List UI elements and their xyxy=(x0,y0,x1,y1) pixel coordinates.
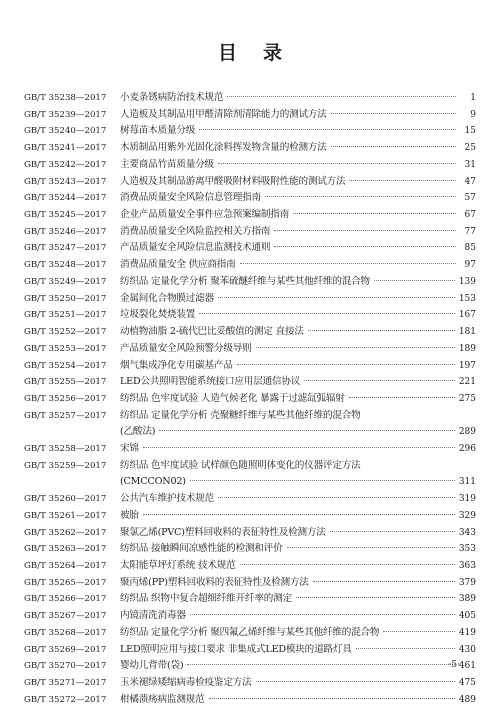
entry-page-number: 1 xyxy=(470,93,476,103)
table-of-contents xyxy=(24,90,476,709)
entry-title: 纺织品 织物中复合超细纤维开纤率的测定 xyxy=(120,593,292,605)
dot-leader xyxy=(143,446,455,448)
entry-title-cell xyxy=(120,174,476,191)
entry-title: 玉米褪绿矮缩病毒检疫鉴定方法 xyxy=(120,677,252,689)
standard-code: GB/T 35253—2017 xyxy=(24,343,107,354)
dot-leader xyxy=(218,296,455,298)
toc-entry[interactable] xyxy=(24,140,476,157)
entry-title: 婴幼儿背带(袋) xyxy=(120,660,184,672)
standard-code: GB/T 35256—2017 xyxy=(24,393,107,404)
standard-code: GB/T 35240—2017 xyxy=(24,126,107,137)
dot-leader xyxy=(293,212,456,214)
entry-page-number: 461 xyxy=(458,661,476,672)
standard-code: GB/T 35258—2017 xyxy=(24,444,107,455)
standard-code: GB/T 35244—2017 xyxy=(24,193,107,204)
toc-entry[interactable] xyxy=(24,491,476,508)
toc-entry[interactable] xyxy=(24,508,476,525)
dot-leader xyxy=(199,128,456,130)
entry-title-cell xyxy=(120,575,476,592)
entry-title: 垃圾裂化焚烧装置 xyxy=(120,309,196,321)
dot-leader xyxy=(274,229,456,231)
entry-title: 企业产品质量安全事件应急预案编制指南 xyxy=(120,209,290,221)
standard-code: GB/T 35270—2017 xyxy=(24,661,107,672)
dot-leader xyxy=(356,647,455,649)
dot-leader xyxy=(218,496,455,498)
dot-leader xyxy=(313,580,455,582)
toc-entry[interactable] xyxy=(24,558,476,575)
entry-title-continued: (CMCCON02) xyxy=(120,476,186,488)
standard-code: GB/T 35263—2017 xyxy=(24,544,107,555)
standard-code: GB/T 35243—2017 xyxy=(24,176,107,187)
dot-leader xyxy=(237,363,455,365)
standard-code: GB/T 35257—2017 xyxy=(24,410,107,421)
entry-title-cell xyxy=(120,491,476,508)
entry-title: 宋锦 xyxy=(120,443,139,455)
entry-title: 小麦条锈病防治技术规范 xyxy=(120,92,224,103)
entry-title: 树莓苗木质量分级 xyxy=(120,125,196,137)
standard-code: GB/T 35255—2017 xyxy=(24,377,107,388)
toc-entry[interactable] xyxy=(24,123,476,140)
entry-title: 内镜清洗消毒器 xyxy=(120,610,186,622)
entry-title-cell xyxy=(120,408,476,441)
dot-leader xyxy=(143,513,455,515)
entry-page-number: 197 xyxy=(458,360,476,371)
standard-code: GB/T 35261—2017 xyxy=(24,510,107,521)
dot-leader xyxy=(349,396,455,398)
standard-code: GB/T 35252—2017 xyxy=(24,327,107,338)
toc-entry[interactable] xyxy=(24,625,476,642)
entry-title-cell xyxy=(120,341,476,358)
toc-entry[interactable] xyxy=(24,391,476,408)
entry-page-number: 189 xyxy=(458,343,476,354)
entry-page-number: 489 xyxy=(458,694,476,705)
standard-code: GB/T 35264—2017 xyxy=(24,561,107,572)
entry-title: 柑橘溃疡病监测规范 xyxy=(120,693,205,705)
toc-entry[interactable] xyxy=(24,692,476,709)
dot-leader xyxy=(187,663,454,665)
toc-entry[interactable] xyxy=(24,458,476,491)
dot-leader xyxy=(240,262,456,264)
entry-title-cell xyxy=(120,692,476,709)
standard-code: GB/T 35246—2017 xyxy=(24,226,107,237)
standard-code: GB/T 35265—2017 xyxy=(24,577,107,588)
toc-entry[interactable] xyxy=(24,224,476,241)
entry-title-cell xyxy=(120,257,476,274)
entry-title-cell xyxy=(120,140,476,157)
toc-entry[interactable] xyxy=(24,642,476,659)
entry-page-number: 221 xyxy=(458,377,476,388)
entry-page-number: 47 xyxy=(464,176,476,187)
entry-title-cell xyxy=(120,525,476,542)
standard-code: GB/T 35250—2017 xyxy=(24,293,107,304)
entry-page-number: 97 xyxy=(464,260,476,271)
toc-entry[interactable] xyxy=(24,575,476,592)
entry-page-number: 25 xyxy=(464,143,476,154)
entry-title-cell xyxy=(120,190,476,207)
entry-page-number: 289 xyxy=(458,427,476,438)
entry-title-cell xyxy=(120,458,476,491)
entry-page-number: 275 xyxy=(458,393,476,404)
entry-title-cell xyxy=(120,591,476,608)
entry-page-number: 85 xyxy=(464,243,476,254)
entry-title-cell xyxy=(120,658,476,675)
toc-entry[interactable] xyxy=(24,190,476,207)
entry-page-number: 153 xyxy=(458,293,476,304)
entry-title-cell xyxy=(120,240,476,257)
entry-page-number: 475 xyxy=(458,678,476,689)
entry-title-cell xyxy=(120,508,476,525)
entry-title-continued: (乙酸法) xyxy=(120,426,156,438)
entry-title: 人造板及其制品游离甲醛吸附材料吸附性能的测试方法 xyxy=(120,175,346,187)
toc-entry[interactable] xyxy=(24,307,476,324)
toc-entry[interactable] xyxy=(24,591,476,608)
entry-title: 聚氯乙烯(PVC)塑料回收料的表征特性及检测方法 xyxy=(120,526,326,538)
entry-title-cell xyxy=(120,157,476,174)
dot-leader xyxy=(256,680,455,682)
toc-entry[interactable] xyxy=(24,541,476,558)
standard-code: GB/T 35266—2017 xyxy=(24,594,107,605)
toc-entry[interactable] xyxy=(24,90,476,107)
toc-entry[interactable] xyxy=(24,291,476,308)
toc-entry[interactable] xyxy=(24,107,476,124)
entry-title: 木质制品用紫外光固化涂料挥发物含量的检测方法 xyxy=(120,142,327,154)
entry-title-cell xyxy=(120,642,476,659)
entry-title: 纺织品 定量化学分析 聚苯硫醚纤维与某些其他纤维的混合物 xyxy=(120,275,370,287)
entry-title-cell xyxy=(120,307,476,324)
entry-title: 产品质量安全风险预警分级导则 xyxy=(120,342,252,354)
standard-code: GB/T 35238—2017 xyxy=(24,93,107,103)
dot-leader xyxy=(218,162,456,164)
entry-title: 产品质量安全风险信息监测技术通则 xyxy=(120,242,271,254)
entry-page-number: 430 xyxy=(458,644,476,655)
entry-title: 公共汽车维护技术规范 xyxy=(120,493,214,505)
entry-page-number: 353 xyxy=(458,544,476,555)
entry-title: 被胎 xyxy=(120,509,139,521)
toc-entry[interactable] xyxy=(24,257,476,274)
entry-title-cell xyxy=(120,608,476,625)
standard-code: GB/T 35251—2017 xyxy=(24,310,107,321)
entry-page-number: 329 xyxy=(458,510,476,521)
entry-title-cell xyxy=(120,358,476,375)
entry-page-number: 77 xyxy=(464,226,476,237)
entry-page-number: 296 xyxy=(458,444,476,455)
dot-leader xyxy=(274,245,456,247)
entry-title: 太阳能草坪灯系统 技术规范 xyxy=(120,560,236,572)
dot-leader xyxy=(330,530,455,532)
dot-leader xyxy=(331,145,456,147)
dot-leader xyxy=(308,329,455,331)
entry-title: LED照明应用与接口要求 非集成式LED模块的道路灯具 xyxy=(120,643,352,655)
dot-leader xyxy=(287,546,455,548)
standard-code: GB/T 35247—2017 xyxy=(24,243,107,254)
dot-leader xyxy=(190,479,455,481)
entry-title-cell xyxy=(120,123,476,140)
entry-title-cell xyxy=(120,541,476,558)
standard-code: GB/T 35248—2017 xyxy=(24,260,107,271)
entry-page-number: 419 xyxy=(458,627,476,638)
dot-leader xyxy=(159,429,455,431)
toc-entry[interactable] xyxy=(24,358,476,375)
entry-page-number: 389 xyxy=(458,594,476,605)
entry-title: 纺织品 定量化学分析 壳聚糖纤维与某些其他纤维的混合物 xyxy=(120,409,361,421)
entry-page-number: 405 xyxy=(458,611,476,622)
dot-leader xyxy=(199,312,455,314)
dot-leader xyxy=(265,195,456,197)
toc-entry[interactable] xyxy=(24,341,476,358)
entry-title: 主要商品竹苗质量分级 xyxy=(120,158,214,170)
entry-title-cell xyxy=(120,391,476,408)
entry-title-cell xyxy=(120,625,476,642)
dot-leader xyxy=(304,379,455,381)
entry-page-number: 363 xyxy=(458,561,476,572)
dot-leader xyxy=(374,279,455,281)
toc-entry[interactable] xyxy=(24,441,476,458)
entry-title: 消费品质量安全风险监控相关方指南 xyxy=(120,225,271,237)
standard-code: GB/T 35262—2017 xyxy=(24,527,107,538)
standard-code: GB/T 35269—2017 xyxy=(24,644,107,655)
entry-title: 金属间化合物膜过滤器 xyxy=(120,292,214,304)
toc-entry[interactable] xyxy=(24,240,476,257)
entry-title-cell xyxy=(120,324,476,341)
dot-leader xyxy=(190,613,455,615)
entry-page-number: 311 xyxy=(458,477,476,488)
dot-leader xyxy=(383,630,454,632)
entry-title: 纺织品 定量化学分析 聚四氟乙烯纤维与某些其他纤维的混合物 xyxy=(120,626,380,638)
toc-entry[interactable] xyxy=(24,157,476,174)
entry-title-cell xyxy=(120,224,476,241)
standard-code: GB/T 35272—2017 xyxy=(24,694,107,705)
dot-leader xyxy=(256,346,455,348)
toc-entry[interactable] xyxy=(24,207,476,224)
standard-code: GB/T 35267—2017 xyxy=(24,611,107,622)
entry-title-cell xyxy=(120,558,476,575)
standard-code: GB/T 35249—2017 xyxy=(24,276,107,287)
entry-title: 聚丙烯(PP)塑料回收料的表征特性及检测方法 xyxy=(120,576,309,588)
entry-page-number: 57 xyxy=(464,193,476,204)
entry-page-number: 139 xyxy=(458,276,476,287)
entry-title-cell xyxy=(120,675,476,692)
dot-leader xyxy=(331,112,456,114)
entry-page-number: 181 xyxy=(458,327,476,338)
dot-leader xyxy=(349,179,456,181)
entry-page-number: 379 xyxy=(458,577,476,588)
toc-entry[interactable] xyxy=(24,408,476,441)
entry-title-cell xyxy=(120,207,476,224)
standard-code: GB/T 35260—2017 xyxy=(24,494,107,505)
toc-entry[interactable] xyxy=(24,174,476,191)
toc-entry[interactable] xyxy=(24,324,476,341)
page-title: 目录 xyxy=(217,42,308,64)
entry-title: 纺织品 接触瞬间凉感性能的检测和评价 xyxy=(120,543,283,555)
entry-title: 烟气集成净化专用碳基产品 xyxy=(120,359,233,371)
entry-title: 纺织品 色牢度试验 试样颜色随照明体变化的仪器评定方法 xyxy=(120,459,361,471)
entry-page-number: 343 xyxy=(458,527,476,538)
entry-title-cell xyxy=(120,291,476,308)
entry-title-cell xyxy=(120,374,476,391)
entry-page-number: 319 xyxy=(458,494,476,505)
toc-entry[interactable] xyxy=(24,274,476,291)
entry-title-cell xyxy=(120,107,476,124)
entry-title: 消费品质量安全 供应商指南 xyxy=(120,259,236,271)
entry-title-cell xyxy=(120,274,476,291)
entry-title: 动植物油脂 2-硫代巴比妥酸值的测定 直接法 xyxy=(120,326,304,338)
toc-entry[interactable] xyxy=(24,675,476,692)
entry-title: 消费品质量安全风险信息管理指南 xyxy=(120,192,261,204)
standard-code: GB/T 35239—2017 xyxy=(24,109,107,120)
entry-title: 纺织品 色牢度试验 人造气候老化 暴露于过滤氙弧辐射 xyxy=(120,392,345,404)
toc-entry[interactable] xyxy=(24,374,476,391)
standard-code: GB/T 35245—2017 xyxy=(24,210,107,221)
dot-leader xyxy=(296,596,455,598)
standard-code: GB/T 35242—2017 xyxy=(24,159,107,170)
entry-title: 人造板及其制品用甲醛清除剂清除能力的测试方法 xyxy=(120,108,327,120)
entry-page-number: 9 xyxy=(470,109,476,120)
dot-leader xyxy=(240,563,455,565)
dot-leader xyxy=(227,95,456,97)
entry-page-number: 167 xyxy=(458,310,476,321)
entry-page-number: 67 xyxy=(464,210,476,221)
toc-entry[interactable] xyxy=(24,658,476,675)
entry-title: LED公共照明智能系统接口应用层通信协议 xyxy=(120,376,301,388)
standard-code: GB/T 35254—2017 xyxy=(24,360,107,371)
standard-code: GB/T 35241—2017 xyxy=(24,143,107,154)
entry-page-number: 31 xyxy=(464,159,476,170)
entry-page-number: 15 xyxy=(464,126,476,137)
entry-title-cell xyxy=(120,90,476,107)
standard-code: GB/T 35268—2017 xyxy=(24,627,107,638)
page-number: ·5· xyxy=(448,660,460,670)
dot-leader xyxy=(209,697,455,699)
toc-entry[interactable] xyxy=(24,608,476,625)
standard-code: GB/T 35271—2017 xyxy=(24,678,107,689)
entry-title-cell xyxy=(120,441,476,458)
toc-entry[interactable] xyxy=(24,525,476,542)
standard-code: GB/T 35259—2017 xyxy=(24,460,107,471)
